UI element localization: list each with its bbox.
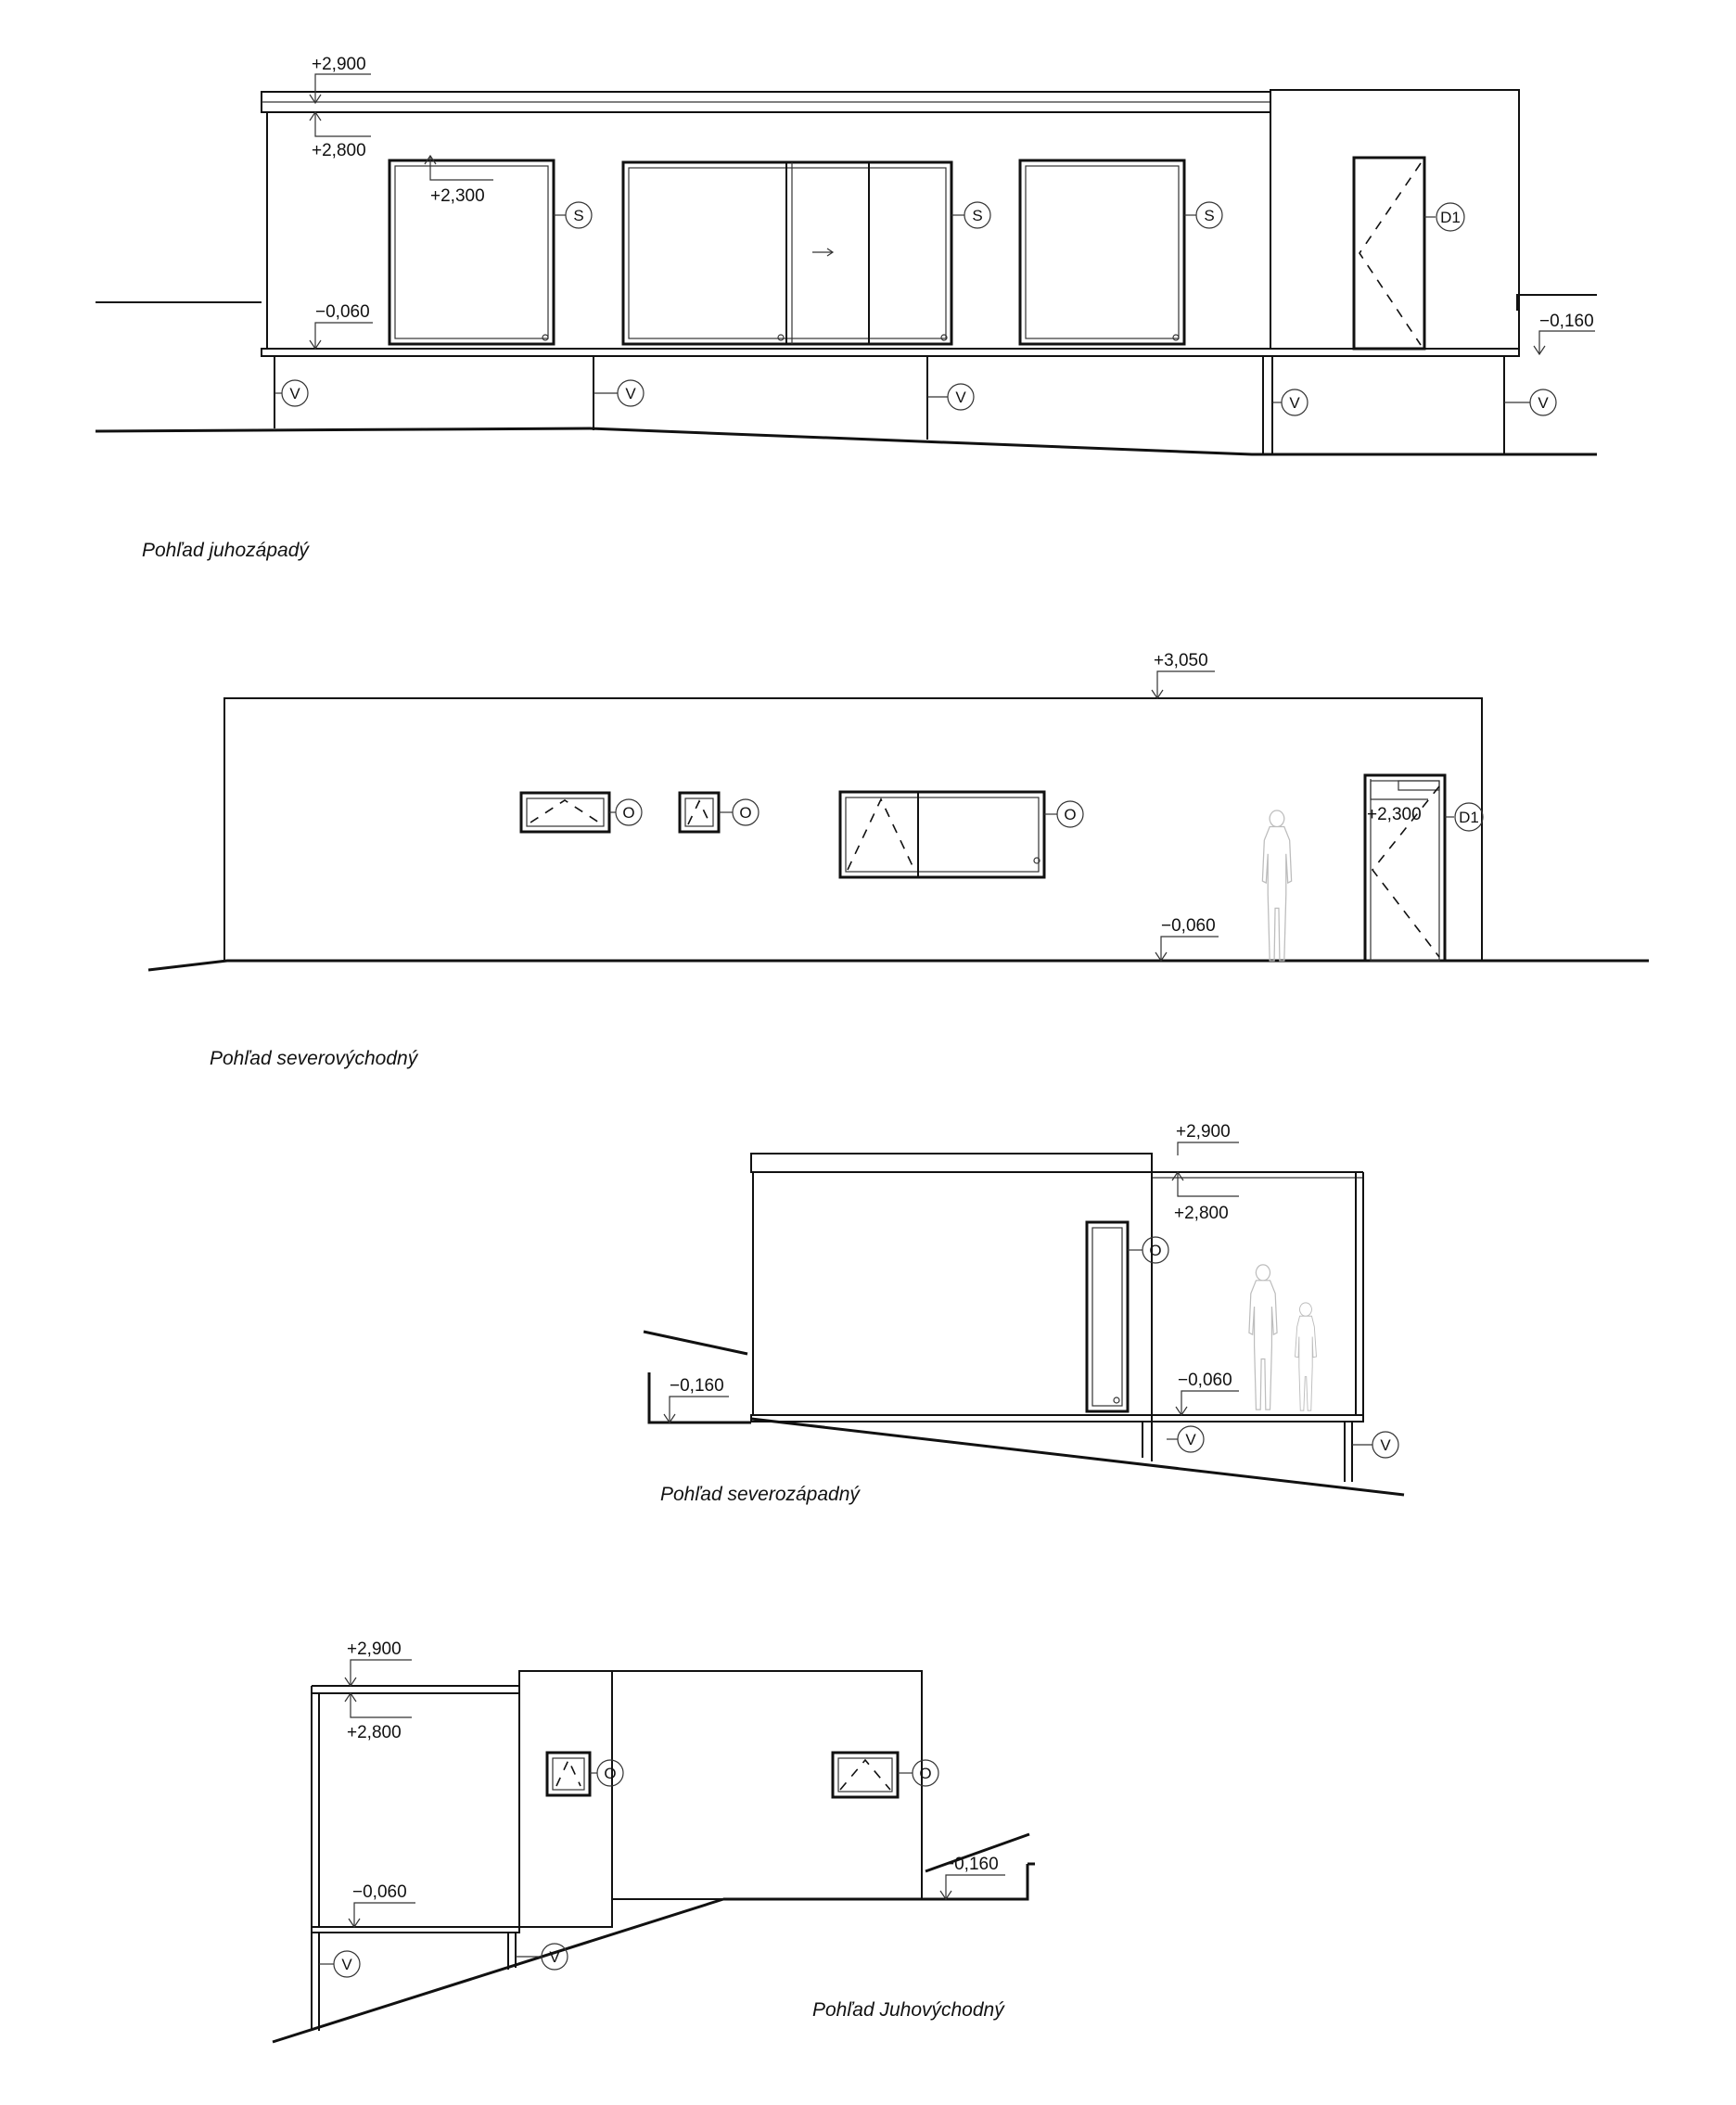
svg-text:V: V	[289, 385, 300, 402]
level-door-head	[1367, 779, 1428, 824]
post-tags	[1167, 1426, 1398, 1458]
level-roof-top	[1152, 651, 1215, 698]
view-northeast	[148, 651, 1649, 1069]
svg-text:V: V	[1289, 394, 1300, 412]
level-terrain	[940, 1855, 1005, 1899]
svg-text:V: V	[341, 1956, 352, 1973]
door-d1	[1365, 775, 1445, 961]
level-floor	[349, 1882, 415, 1927]
svg-text:O: O	[739, 804, 752, 822]
window-tag-s-3	[1184, 202, 1222, 228]
window-tag-s-1	[554, 202, 592, 228]
svg-text:S: S	[1204, 207, 1215, 224]
svg-text:+2,800: +2,800	[347, 1723, 402, 1742]
svg-text:−0,060: −0,060	[1161, 916, 1216, 936]
level-roof-under	[310, 112, 371, 160]
view-southwest	[96, 55, 1597, 561]
svg-text:+2,800: +2,800	[1174, 1204, 1229, 1223]
scale-figure-child	[1296, 1303, 1317, 1410]
svg-text:D1: D1	[1459, 809, 1479, 826]
svg-text:S: S	[972, 207, 983, 224]
terrain-upper	[644, 1332, 747, 1354]
main-wall-cladding	[267, 112, 1270, 349]
svg-text:V: V	[625, 385, 636, 402]
floor-slab	[751, 1415, 1363, 1422]
level-floor	[310, 302, 373, 349]
svg-text:−0,060: −0,060	[1178, 1371, 1232, 1390]
svg-text:S: S	[573, 207, 584, 224]
terrain-edge-right	[1517, 295, 1597, 311]
level-floor	[1176, 1371, 1239, 1415]
window-s-3	[1020, 160, 1184, 344]
main-wall-cladding	[224, 698, 1482, 961]
window-tag-s-2	[951, 202, 990, 228]
svg-text:−0,160: −0,160	[670, 1376, 724, 1396]
svg-text:−0,160: −0,160	[1539, 312, 1594, 331]
door-d1	[1354, 158, 1424, 349]
svg-text:V: V	[549, 1948, 560, 1966]
svg-text:+2,300: +2,300	[430, 186, 485, 206]
window-o-1	[547, 1753, 590, 1795]
svg-text:−0,060: −0,060	[352, 1882, 407, 1902]
level-window-head	[425, 156, 493, 206]
view-southeast	[273, 1639, 1035, 2042]
svg-text:V: V	[1538, 394, 1549, 412]
roof-fascia	[751, 1154, 1152, 1172]
svg-text:+2,900: +2,900	[312, 55, 366, 74]
svg-text:D1: D1	[1440, 209, 1461, 226]
svg-text:−0,160: −0,160	[944, 1855, 999, 1874]
level-roof-top	[345, 1639, 412, 1686]
main-wall-cladding	[612, 1671, 922, 1899]
door-tag-d1	[1424, 203, 1464, 231]
svg-text:O: O	[622, 804, 635, 822]
svg-text:+3,050: +3,050	[1154, 651, 1208, 670]
scale-figure-adult	[1249, 1265, 1277, 1410]
level-roof-top	[1176, 1122, 1239, 1155]
svg-text:+2,300: +2,300	[1367, 805, 1422, 824]
level-terrain	[664, 1376, 729, 1422]
view-northwest	[644, 1122, 1404, 1505]
svg-text:O: O	[1064, 806, 1077, 823]
svg-text:+2,900: +2,900	[347, 1639, 402, 1659]
caption-southeast: Pohľad Juhovýchodný	[812, 1999, 1004, 2021]
svg-text:O: O	[604, 1765, 617, 1782]
svg-text:V: V	[955, 389, 966, 406]
post-tags	[274, 380, 1556, 415]
svg-text:+2,800: +2,800	[312, 141, 366, 160]
svg-text:−0,060: −0,060	[315, 302, 370, 322]
caption-northwest: Pohľad severozápadný	[660, 1484, 860, 1505]
terrain-slope	[273, 1899, 723, 2042]
scale-figure-adult	[1262, 810, 1291, 961]
level-roof-under	[1172, 1172, 1239, 1223]
caption-northeast: Pohľad severovýchodný	[210, 1048, 418, 1069]
door-tag-d1	[1445, 803, 1483, 831]
window-tag-o	[1128, 1237, 1168, 1263]
caption-southwest: Pohľad juhozápadý	[142, 540, 309, 561]
level-floor	[1155, 916, 1219, 961]
entry-wall-cladding	[519, 1671, 612, 1927]
svg-text:V: V	[1185, 1431, 1196, 1448]
side-room-cladding	[1270, 90, 1519, 349]
window-o-3	[840, 792, 1044, 877]
svg-text:O: O	[919, 1765, 932, 1782]
level-roof-under	[345, 1693, 412, 1742]
floor-slab	[262, 349, 1519, 356]
level-roof-top	[310, 55, 371, 103]
terrain-line	[96, 428, 1597, 454]
window-tags	[590, 1760, 938, 1786]
level-terrain	[1534, 312, 1595, 354]
svg-text:+2,900: +2,900	[1176, 1122, 1231, 1142]
svg-text:V: V	[1380, 1436, 1391, 1454]
svg-text:O: O	[1149, 1242, 1162, 1259]
